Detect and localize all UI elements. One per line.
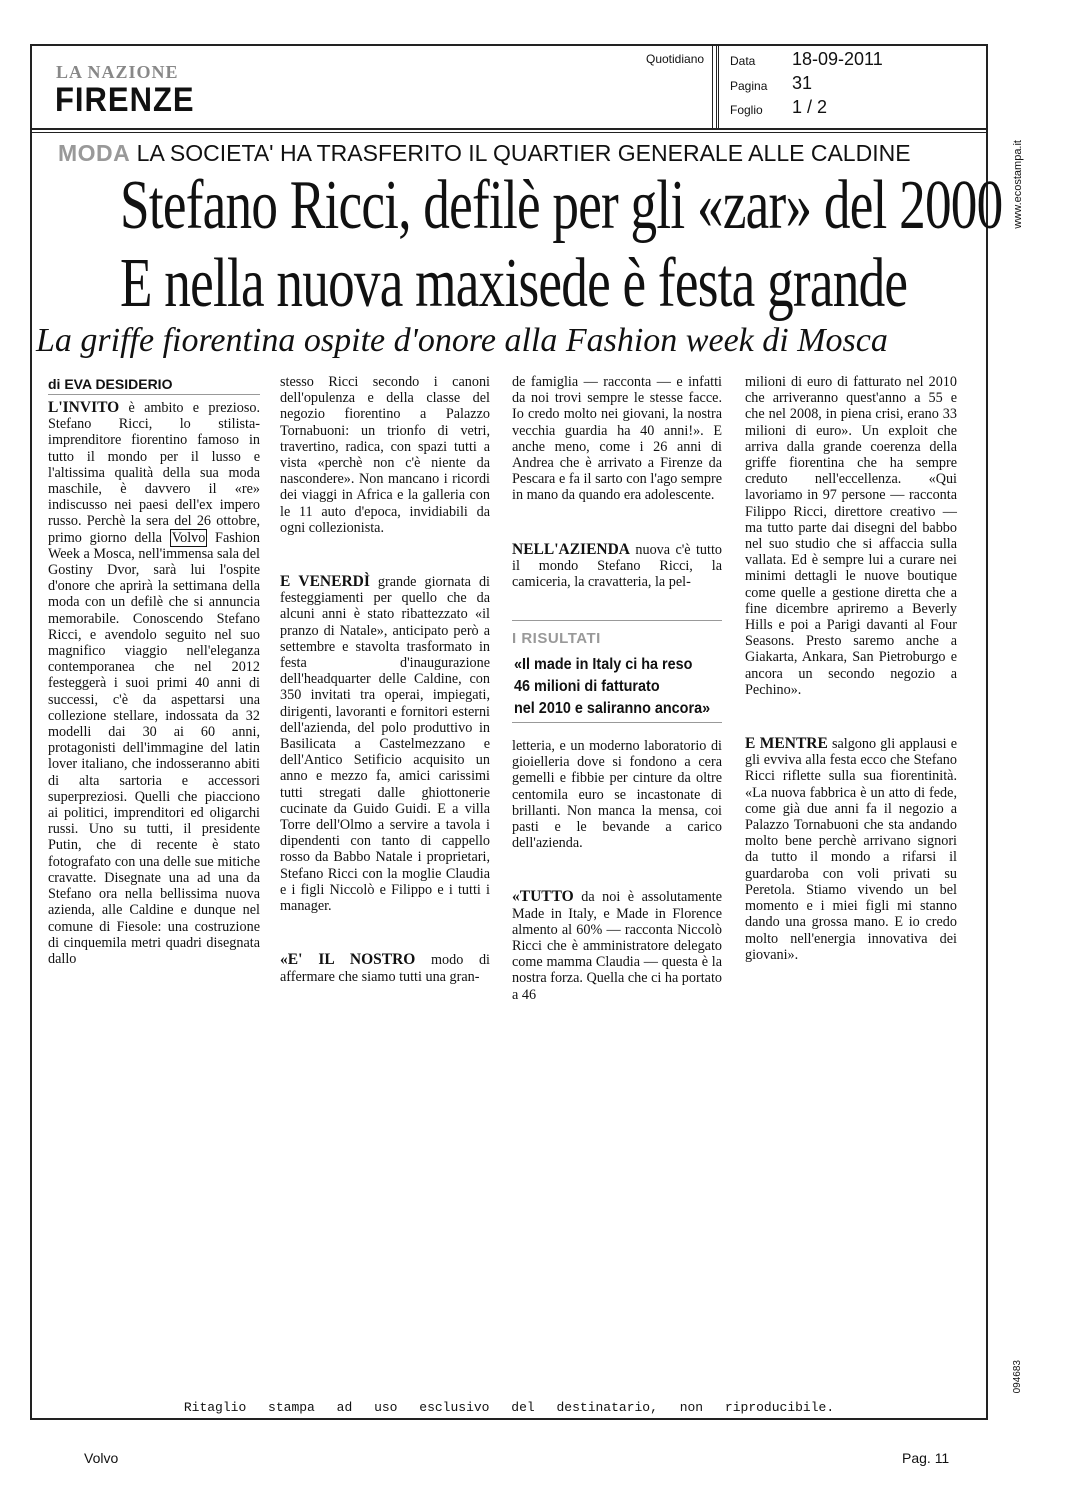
drop-lead-azienda: NELL'AZIENDA (512, 540, 630, 558)
page-value: 31 (792, 73, 813, 93)
masthead-paper-name: LA NAZIONE (56, 62, 179, 82)
date-value: 18-09-2011 (792, 49, 883, 69)
box-bottom-rule (512, 722, 722, 723)
masthead-city: FIRENZE (55, 80, 195, 119)
meta-divider-inner (718, 44, 719, 128)
column-3-text-b: nuova c'è tutto il mondo Stefano Ricci, la camiceria, la cravatteria, la pel- (512, 541, 722, 591)
clipping-notice: Ritaglio stampa ad uso esclusivo del destinatario, non riproducibile. (183, 1400, 835, 1415)
article-column-1 (48, 400, 260, 967)
results-quote-line-1: «Il made in Italy ci ha reso (514, 656, 693, 673)
drop-lead-mentre: E MENTRE (745, 735, 828, 753)
column-2-text-c: modo di affermare che siamo tutti una gran- (280, 952, 491, 985)
article-kicker (58, 140, 911, 167)
column-3-text-a: de famiglia — racconta — e infatti da noi trovi sempre le stesse facce. Io credo molto nei giovani, la nostra vecchia guardia ha 40 anni!». E anche meno, come i 26 anni di Andrea che è arrivato a Firenze da Pescara e fa il sarto con l'ago sempre in mano da quando era adolescente. (512, 374, 722, 504)
column-4-text-b: salgono gli applausi e gli evviva alla festa ecco che Stefano Ricci riflette sulla sua fiorentinità. «La nuova fabbrica è un atto di fede, come già due anni fa il negozio a Palazzo Tornabuoni che sta andando molto bene perchè arrivano signori da tutto il mondo a rifarsi il guardaroba con voli privati su Peretola. Stiamo vivendo un bel momento e i miei figli mi stanno dando una grossa mano. E io credo molto nell'energia innovativa dei giovani». (745, 736, 957, 963)
column-3-text-d: da noi è assolutamente Made in Italy, e Made in Florence almento al 60% — racconta Niccolò Ricci che è amministratore delegato come mamma Claudia — questa è la nostra forza. Quella che ci ha portato a 46 (512, 889, 722, 1003)
results-quote-line-2: 46 milioni di fatturato (514, 678, 660, 695)
sheet-value: 1 / 2 (792, 97, 828, 117)
meta-divider (712, 44, 717, 128)
article-column-4 (745, 374, 957, 963)
results-box-quote (514, 654, 711, 720)
results-box-tag: I RISULTATI (512, 630, 601, 647)
page-label: Pagina (730, 79, 768, 93)
drop-lead-venerdi: E VENERDÌ (280, 573, 370, 591)
header-divider (30, 128, 988, 130)
kicker-text: LA SOCIETA' HA TRASFERITO IL QUARTIER GENERALE ALLE CALDINE (136, 140, 911, 166)
headline-line-2: E nella nuova maxisede è festa grande (120, 245, 908, 322)
publication-type: Quotidiano (646, 52, 705, 66)
article-subhead: La griffe fiorentina ospite d'onore alla Fashion week di Mosca (36, 322, 888, 359)
agency-site: www.ecostampa.it (1012, 140, 1024, 229)
brand-mention: Volvo (171, 529, 206, 546)
column-1-text-a: è ambito e prezioso. Stefano Ricci, lo stilista-imprenditore fiorentino famoso in tutto il mondo per il lusso e l'altissima qualità della sua moda maschile, è davvero il «re» indiscusso nei paesi dell'ex impero russo. Perchè la sera del 26 ottobre, primo giorno della (48, 400, 260, 546)
header-divider-thin (30, 132, 988, 133)
byline-rule (48, 394, 260, 395)
date-label: Data (730, 54, 756, 68)
page-number: Pag. 11 (902, 1450, 950, 1466)
client-name: Volvo (84, 1450, 119, 1466)
byline: di EVA DESIDERIO (48, 376, 173, 392)
article-column-3-continued (512, 738, 722, 1003)
column-2-text-b: grande giornata di festeggiamenti per quello che da alcuni anni è stato ribattezzato «il pranzo di Natale», anticipato però a settembre e stavolta trasformato in festa d'inaugurazione dell'headquarter delle Caldine, con 350 invitati tra operai, impiegati, dirigenti, lavoranti e fornitori esterni dell'azienda, del polo produttivo in Basilicata a Castelmezzano e dell'Antico Setificio acquisito un anno e mezzo fa, amici carissimi tutti stregati dalle ghiottonerie cucinate da Guido Guidi. E a villa Torre dell'Olmo a servire a tavola i dipendenti con tanto di cappello rosso da Babbo Natale i proprietari, Stefano Ricci con la moglie Claudia e i figli Niccolò e Filippo e i tutti i manager. (280, 574, 490, 915)
headline-line-1: Stefano Ricci, defilè per gli «zar» del 2000 (120, 167, 1003, 244)
drop-lead-invito: L'INVITO (48, 399, 120, 416)
kicker-tag: MODA (58, 140, 131, 166)
column-4-text-a: milioni di euro di fatturato nel 2010 che arriveranno quest'anno a 55 e che nel 2008, in piena crisi, erano 33 milioni di euro». Un exploit che arriva dalla grande coerenza della griffe fiorentina che ha sempre creduto nell'eccellenza. «Qui lavoriamo in 97 persone — racconta Filippo Ricci, direttore creativo — ma tutto parte dai disegni del babbo nel suo studio che si affaccia sulla vallata. Ed è sempre lui a curare nei minimi dettagli le nuove boutique come quelle a gestione diretta che a fine dicembre apriremo a Beverly Hills e poi a Parigi davanti al Four Seasons. Presto saremo anche a Giakarta, Ankara, San Pietroburgo e ancora un secondo negozio a Pechino». (745, 374, 957, 698)
column-1-text-b: Fashion Week a Mosca, nell'immensa sala del Gostiny Dvor, sarà lui l'ospite d'onore che aprirà la settimana della moda con un defilè che si annuncia memorabile. Conoscendo Stefano Ricci, e avendolo seguito nel suo magnifico viaggio nell'eleganza contemporanea che nel 2012 festeggerà i suoi primi 40 anni di successi, c'è da aspettarsi una collezione stellare, indossata da 32 modelli dai 30 ai 60 anni, protagonisti dell'immagine del latin lover italiano, che indosseranno abiti di alta sartoria e accessori superpreziosi. Quelli che piacciono ai politici, imprenditori ed oligarchi russi. Uno su tutti, il presidente Putin, che di recente è stato fotografato con una delle sue mitiche cravatte. Disegnate una ad una da Stefano ora nella bellissima nuova azienda, alle Caldine e dunque nel comune di Fiesole: una costruzione di cinquemila metri quadri disegnata dallo (48, 529, 260, 967)
drop-lead-nostro: «E' IL NOSTRO (280, 951, 416, 969)
clipping-code: 094683 (1012, 1360, 1023, 1394)
box-top-rule (512, 620, 722, 621)
column-3-text-c: letteria, e un moderno laboratorio di gioielleria dove si fondono a cera gemelli e fibbie per cinture da oltre centomila euro se incastonate di brillanti. Non manca la mensa, coi pasti e le bevande a carico dell'azienda. (512, 738, 722, 852)
column-2-text-a: stesso Ricci secondo i canoni dell'opulenza e della classe del negozio fiorentino a Palazzo Tornabuoni: un trionfo di vetri, travertino, radica, con spazi tutti a vista «perchè non c'è niente da nascondere». Non mancano i ricordi dei viaggi in Africa e la galleria con le 11 auto d'epoca, invidiabili da ogni collezionista. (280, 374, 490, 536)
results-quote-line-3: nel 2010 e saliranno ancora» (514, 700, 711, 717)
article-column-2 (280, 374, 490, 985)
article-column-3 (512, 374, 722, 590)
drop-lead-tutto: «TUTTO (512, 888, 574, 906)
sheet-label: Foglio (730, 103, 763, 117)
